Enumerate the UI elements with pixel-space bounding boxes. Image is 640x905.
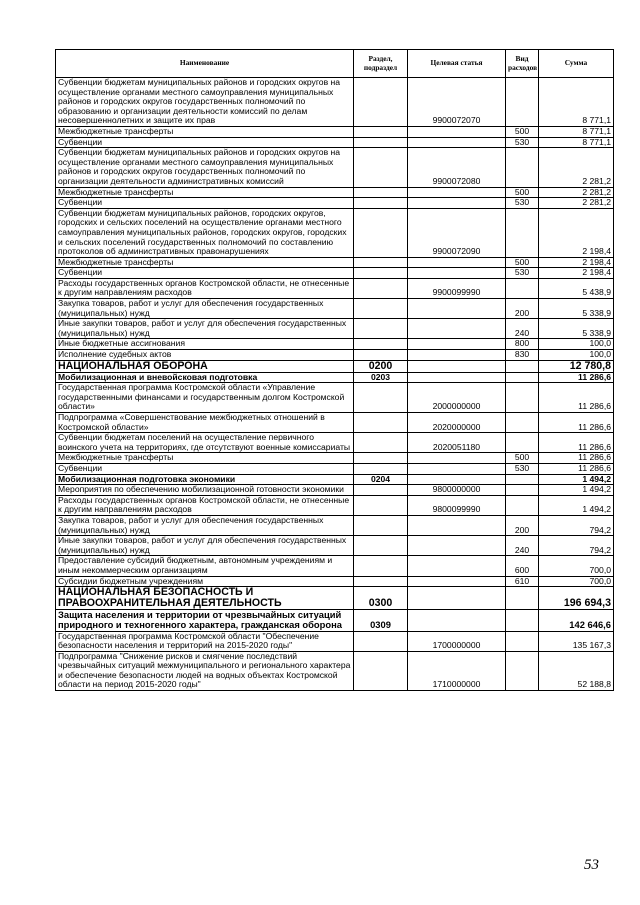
table-row <box>56 515 614 535</box>
row-type <box>506 278 539 298</box>
row-sum: 1 494,2 <box>539 474 614 485</box>
row-code <box>408 257 506 268</box>
row-name: Иные закупки товаров, работ и услуг для обеспечения государственных (муниципальных) нужд <box>56 536 354 556</box>
table-row <box>56 474 614 485</box>
row-type <box>506 383 539 413</box>
row-name: Субвенции <box>56 137 354 148</box>
row-name: Иные закупки товаров, работ и услуг для обеспечения государственных (муниципальных) нужд <box>56 319 354 339</box>
table-row <box>56 495 614 515</box>
row-section <box>354 148 408 187</box>
row-sum: 2 198,4 <box>539 268 614 279</box>
row-section <box>354 515 408 535</box>
row-section <box>354 257 408 268</box>
row-type: 530 <box>506 198 539 209</box>
row-name: НАЦИОНАЛЬНАЯ ОБОРОНА <box>56 360 354 372</box>
row-code <box>408 187 506 198</box>
table-row <box>56 433 614 453</box>
row-section <box>354 413 408 433</box>
row-sum: 196 694,3 <box>539 587 614 610</box>
row-type: 530 <box>506 137 539 148</box>
table-row <box>56 413 614 433</box>
header-type: Вид расходов <box>506 50 539 78</box>
row-code <box>408 268 506 279</box>
row-section <box>354 485 408 496</box>
row-type <box>506 651 539 690</box>
row-type: 600 <box>506 556 539 576</box>
table-row <box>56 360 614 372</box>
row-name: Защита населения и территории от чрезвычайных ситуаций природного и техногенного характера, гражданская оборона <box>56 610 354 631</box>
row-type <box>506 360 539 372</box>
row-section <box>354 576 408 587</box>
table-row <box>56 453 614 464</box>
row-sum: 100,0 <box>539 339 614 350</box>
row-code <box>408 372 506 383</box>
row-sum: 8 771,1 <box>539 126 614 137</box>
row-type: 500 <box>506 453 539 464</box>
row-sum: 11 286,6 <box>539 433 614 453</box>
row-type: 530 <box>506 463 539 474</box>
row-sum: 8 771,1 <box>539 137 614 148</box>
row-code: 9900099990 <box>408 278 506 298</box>
row-section <box>354 383 408 413</box>
row-sum: 5 338,9 <box>539 299 614 319</box>
row-section <box>354 268 408 279</box>
row-sum: 135 167,3 <box>539 631 614 651</box>
table-row <box>56 137 614 148</box>
table-row <box>56 556 614 576</box>
row-section <box>354 453 408 464</box>
row-sum: 52 188,8 <box>539 651 614 690</box>
row-code <box>408 536 506 556</box>
row-code <box>408 339 506 350</box>
row-type: 200 <box>506 515 539 535</box>
row-type <box>506 474 539 485</box>
table-row <box>56 257 614 268</box>
row-section: 0300 <box>354 587 408 610</box>
row-section <box>354 198 408 209</box>
row-code <box>408 474 506 485</box>
table-row <box>56 299 614 319</box>
row-sum: 11 286,6 <box>539 372 614 383</box>
table-row <box>56 576 614 587</box>
row-name: Межбюджетные трансферты <box>56 126 354 137</box>
row-code: 9900072090 <box>408 208 506 257</box>
row-sum: 142 646,6 <box>539 610 614 631</box>
row-name: Субсидии бюджетным учреждениям <box>56 576 354 587</box>
row-type <box>506 631 539 651</box>
table-row <box>56 187 614 198</box>
row-type: 200 <box>506 299 539 319</box>
row-type <box>506 485 539 496</box>
row-code: 1710000000 <box>408 651 506 690</box>
row-section <box>354 495 408 515</box>
row-sum: 2 198,4 <box>539 208 614 257</box>
row-sum: 12 780,8 <box>539 360 614 372</box>
row-code <box>408 137 506 148</box>
row-name: Расходы государственных органов Костромской области, не отнесенные к другим направлениям расходов <box>56 278 354 298</box>
row-type <box>506 587 539 610</box>
table-row <box>56 126 614 137</box>
row-section <box>354 319 408 339</box>
row-name: Мобилизационная и вневойсковая подготовка <box>56 372 354 383</box>
row-sum: 794,2 <box>539 536 614 556</box>
row-code: 9800099990 <box>408 495 506 515</box>
row-name: Межбюджетные трансферты <box>56 257 354 268</box>
table-row <box>56 651 614 690</box>
row-type <box>506 78 539 127</box>
table-row <box>56 78 614 127</box>
row-section <box>354 463 408 474</box>
table-row <box>56 339 614 350</box>
row-sum: 794,2 <box>539 515 614 535</box>
row-section <box>354 137 408 148</box>
row-code <box>408 587 506 610</box>
row-sum: 11 286,6 <box>539 463 614 474</box>
row-type <box>506 610 539 631</box>
row-name: Закупка товаров, работ и услуг для обеспечения государственных (муниципальных) нужд <box>56 299 354 319</box>
row-code <box>408 198 506 209</box>
row-code <box>408 610 506 631</box>
table-row <box>56 383 614 413</box>
row-sum: 2 281,2 <box>539 187 614 198</box>
budget-table <box>55 49 614 691</box>
row-name: Субвенции бюджетам поселений на осуществление первичного воинского учета на территориях, где отсутствуют военные комиссариаты <box>56 433 354 453</box>
table-row <box>56 372 614 383</box>
table-row <box>56 463 614 474</box>
row-type <box>506 208 539 257</box>
row-name: Подпрограмма «Совершенствование межбюджетных отношений в Костромской области» <box>56 413 354 433</box>
table-row <box>56 631 614 651</box>
row-type: 500 <box>506 187 539 198</box>
row-code: 9900072070 <box>408 78 506 127</box>
row-name: Расходы государственных органов Костромской области, не отнесенные к другим направлениям расходов <box>56 495 354 515</box>
row-name: НАЦИОНАЛЬНАЯ БЕЗОПАСНОСТЬ И ПРАВООХРАНИТЕЛЬНАЯ ДЕЯТЕЛЬНОСТЬ <box>56 587 354 610</box>
table-row <box>56 536 614 556</box>
row-name: Подпрограмма "Снижение рисков и смягчение последствий чрезвычайных ситуаций межмуниципального и регионального характера и обеспечение безопасности людей на водных объектах Костромской области на период 2015-2020 годы" <box>56 651 354 690</box>
header-name: Наименование <box>56 50 354 78</box>
row-section <box>354 278 408 298</box>
table-header-row <box>56 50 614 78</box>
row-name: Исполнение судебных актов <box>56 350 354 361</box>
row-type: 500 <box>506 257 539 268</box>
row-code <box>408 453 506 464</box>
row-section: 0200 <box>354 360 408 372</box>
row-name: Субвенции <box>56 268 354 279</box>
table-row <box>56 208 614 257</box>
row-type: 800 <box>506 339 539 350</box>
table-row <box>56 587 614 610</box>
table-body <box>56 78 614 691</box>
row-name: Субвенции <box>56 198 354 209</box>
row-code: 2020000000 <box>408 413 506 433</box>
table-row <box>56 198 614 209</box>
row-sum: 100,0 <box>539 350 614 361</box>
row-section <box>354 631 408 651</box>
row-sum: 700,0 <box>539 556 614 576</box>
row-section <box>354 536 408 556</box>
table-row <box>56 319 614 339</box>
row-section <box>354 350 408 361</box>
row-code <box>408 299 506 319</box>
row-section <box>354 208 408 257</box>
row-code: 2000000000 <box>408 383 506 413</box>
row-code: 9900072080 <box>408 148 506 187</box>
row-section <box>354 78 408 127</box>
row-section: 0309 <box>354 610 408 631</box>
row-section <box>354 433 408 453</box>
table-row <box>56 610 614 631</box>
row-code <box>408 360 506 372</box>
row-sum: 11 286,6 <box>539 453 614 464</box>
row-name: Государственная программа Костромской области "Обеспечение безопасности населения и территорий на 2015-2020 годы" <box>56 631 354 651</box>
row-type: 240 <box>506 319 539 339</box>
row-code <box>408 350 506 361</box>
row-sum: 5 338,9 <box>539 319 614 339</box>
row-code: 2020051180 <box>408 433 506 453</box>
row-code: 9800000000 <box>408 485 506 496</box>
row-sum: 11 286,6 <box>539 413 614 433</box>
row-sum: 700,0 <box>539 576 614 587</box>
row-section: 0204 <box>354 474 408 485</box>
row-sum: 1 494,2 <box>539 495 614 515</box>
row-sum: 11 286,6 <box>539 383 614 413</box>
row-section <box>354 126 408 137</box>
row-sum: 2 198,4 <box>539 257 614 268</box>
header-section: Раздел, подраздел <box>354 50 408 78</box>
row-name: Межбюджетные трансферты <box>56 187 354 198</box>
row-section: 0203 <box>354 372 408 383</box>
table-row <box>56 278 614 298</box>
row-type <box>506 413 539 433</box>
row-sum: 8 771,1 <box>539 78 614 127</box>
row-code <box>408 126 506 137</box>
page-number: 53 <box>584 857 599 873</box>
row-name: Иные бюджетные ассигнования <box>56 339 354 350</box>
row-sum: 5 438,9 <box>539 278 614 298</box>
row-type <box>506 148 539 187</box>
row-type: 240 <box>506 536 539 556</box>
row-name: Закупка товаров, работ и услуг для обеспечения государственных (муниципальных) нужд <box>56 515 354 535</box>
row-name: Государственная программа Костромской области «Управление государственными финансами и государственным долгом Костромской области» <box>56 383 354 413</box>
table-row <box>56 268 614 279</box>
row-sum: 1 494,2 <box>539 485 614 496</box>
row-name: Мобилизационная подготовка экономики <box>56 474 354 485</box>
row-sum: 2 281,2 <box>539 198 614 209</box>
row-section <box>354 299 408 319</box>
row-section <box>354 651 408 690</box>
budget-page <box>55 49 613 691</box>
row-type: 500 <box>506 126 539 137</box>
row-type: 830 <box>506 350 539 361</box>
row-name: Мероприятия по обеспечению мобилизационной готовности экономики <box>56 485 354 496</box>
row-type: 610 <box>506 576 539 587</box>
row-code <box>408 556 506 576</box>
row-name: Субвенции бюджетам муниципальных районов, городских округов, городских и сельских поселений на осуществление органами местного самоуправления муниципальных районов, городских округов, городских и сельских поселений государственных полномочий по составлению протоколов об административных правонарушениях <box>56 208 354 257</box>
row-name: Субвенции <box>56 463 354 474</box>
row-code: 1700000000 <box>408 631 506 651</box>
row-section <box>354 556 408 576</box>
row-name: Субвенции бюджетам муниципальных районов и городских округов на осуществление органами местного самоуправления муниципальных районов и городских округов государственных полномочий по организации деятельности административных комиссий <box>56 148 354 187</box>
header-sum: Сумма <box>539 50 614 78</box>
row-name: Межбюджетные трансферты <box>56 453 354 464</box>
row-code <box>408 463 506 474</box>
row-section <box>354 339 408 350</box>
row-code <box>408 319 506 339</box>
row-type <box>506 495 539 515</box>
table-row <box>56 485 614 496</box>
row-code <box>408 576 506 587</box>
row-section <box>354 187 408 198</box>
row-type <box>506 372 539 383</box>
row-type <box>506 433 539 453</box>
header-code: Целевая статья <box>408 50 506 78</box>
row-sum: 2 281,2 <box>539 148 614 187</box>
row-name: Субвенции бюджетам муниципальных районов и городских округов на осуществление органами местного самоуправления муниципальных районов и городских округов государственных полномочий по образованию и организации деятельности комиссий по делам несовершеннолетних и защите их прав <box>56 78 354 127</box>
row-name: Предоставление субсидий бюджетным, автономным учреждениям и иным некоммерческим организациям <box>56 556 354 576</box>
table-row <box>56 148 614 187</box>
row-type: 530 <box>506 268 539 279</box>
row-code <box>408 515 506 535</box>
table-row <box>56 350 614 361</box>
